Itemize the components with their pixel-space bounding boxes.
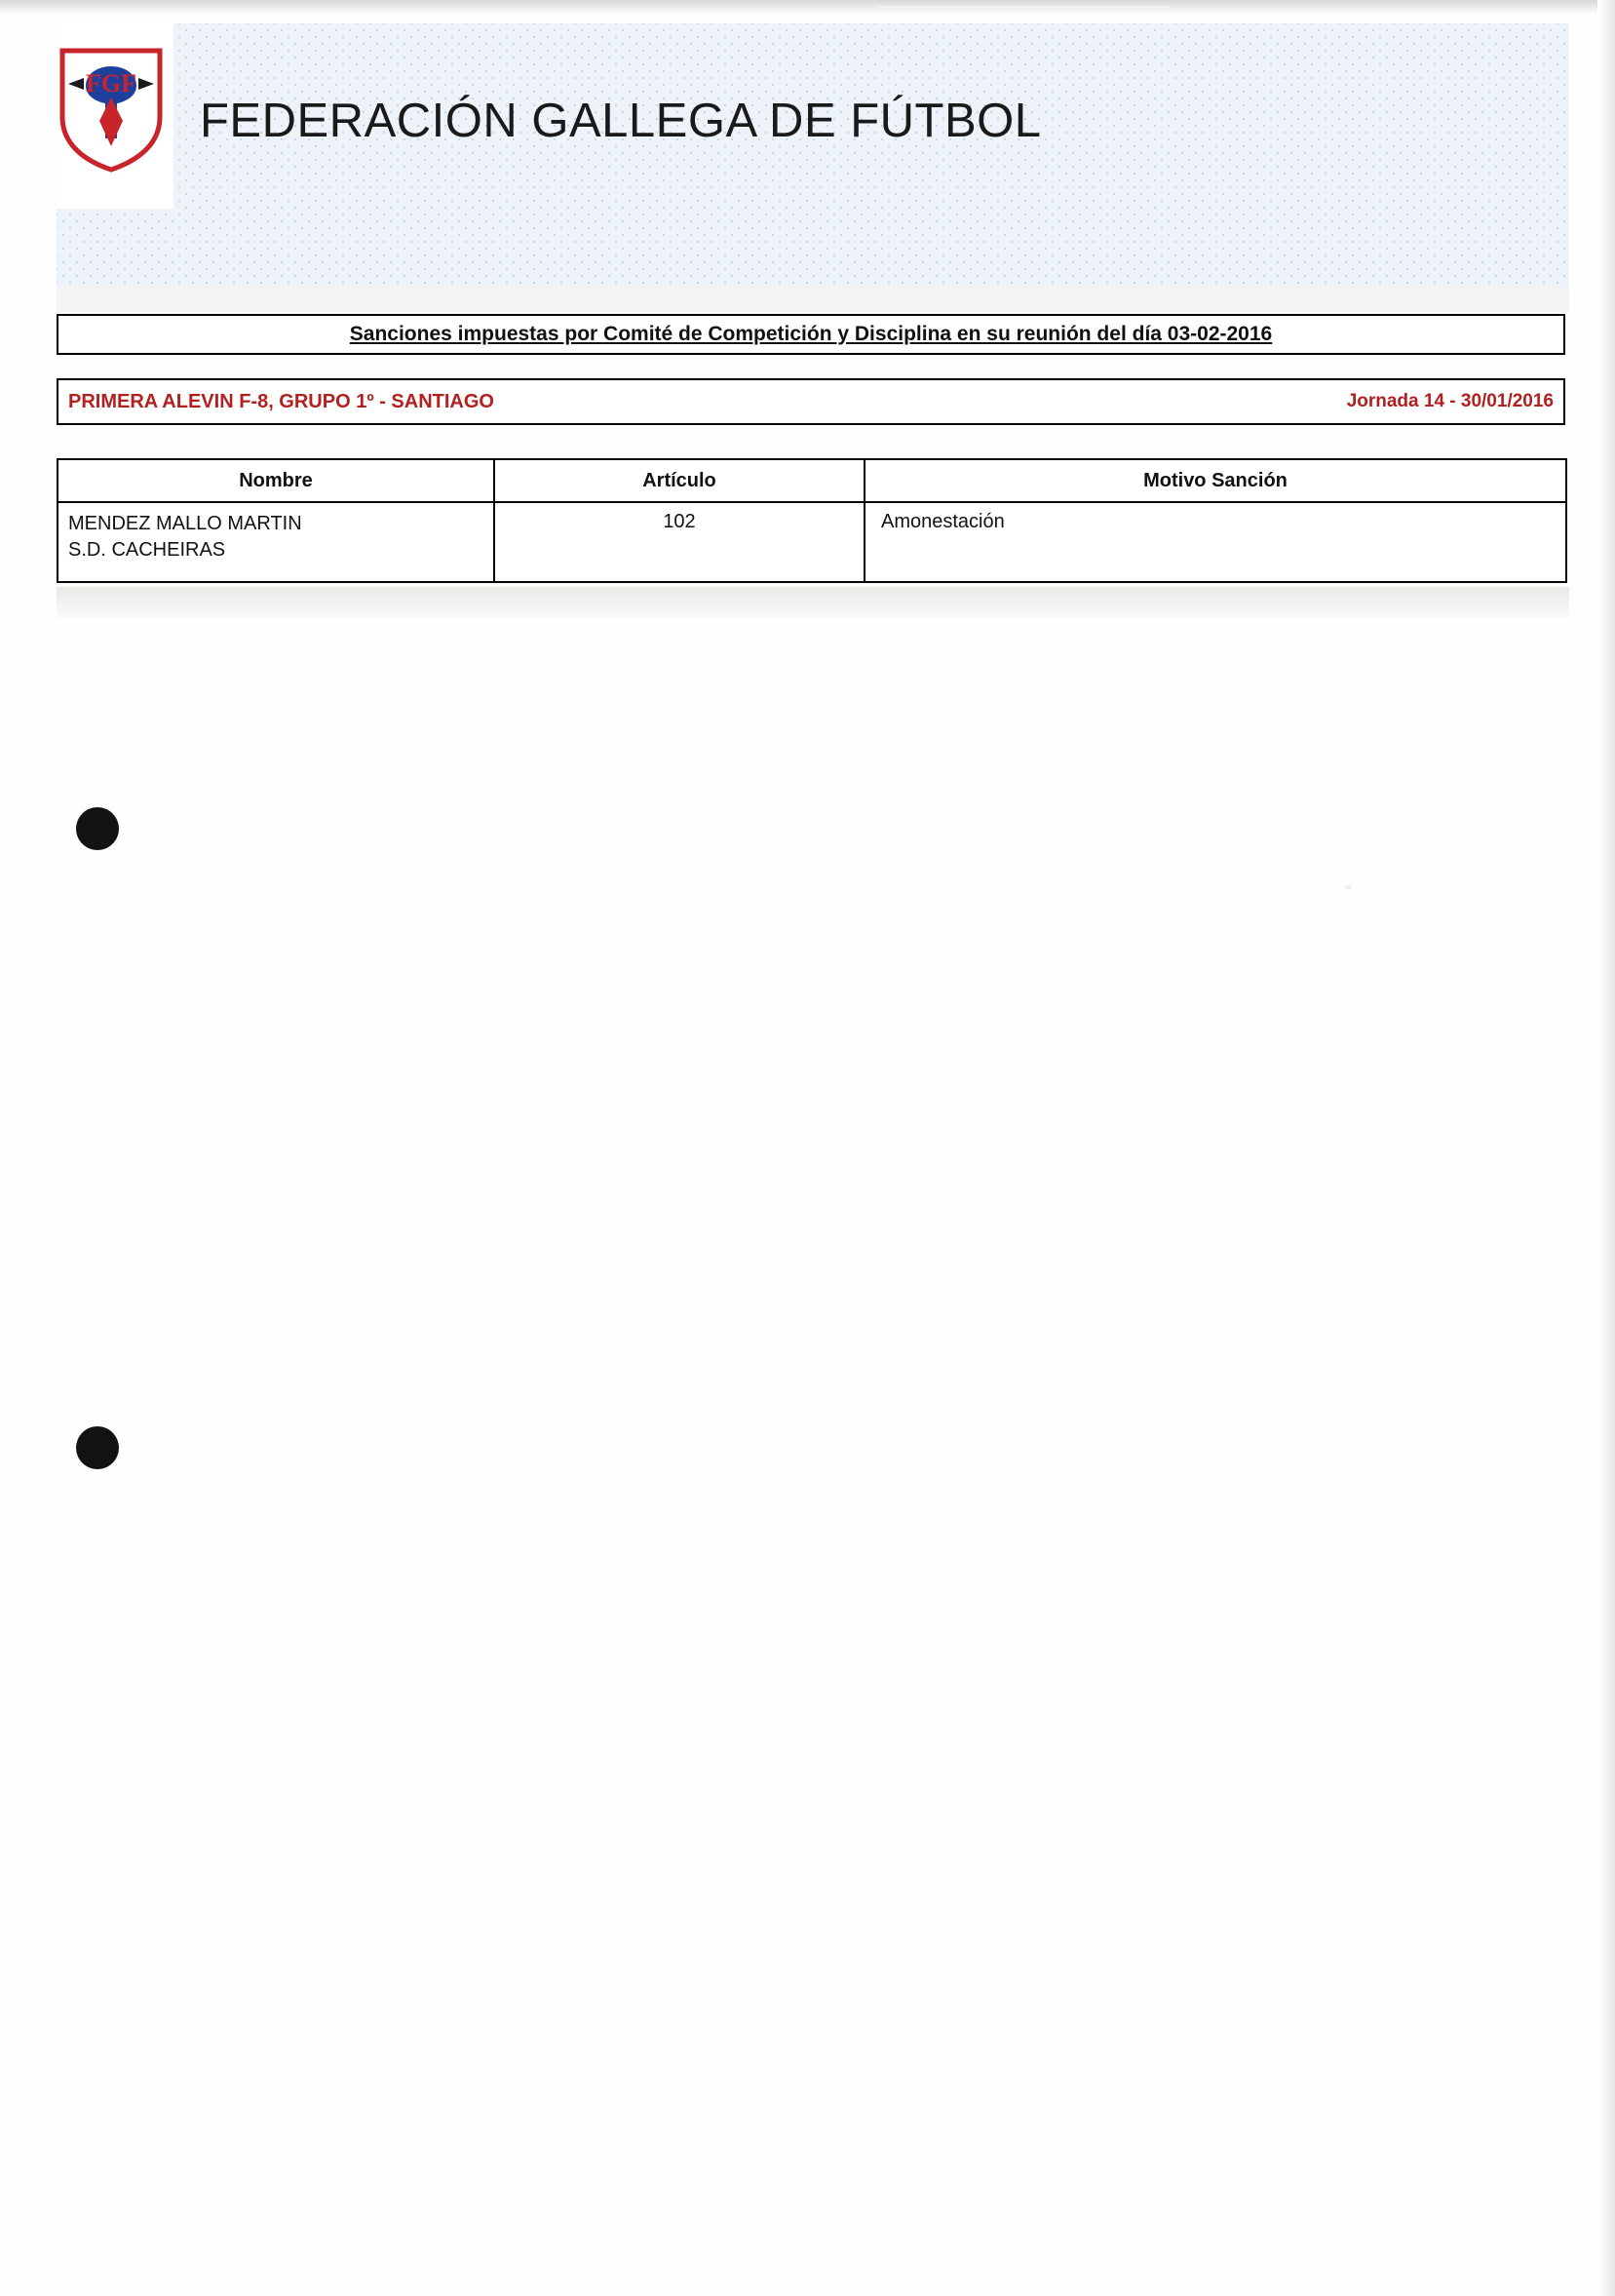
club-name: S.D. CACHEIRAS [68, 539, 226, 561]
competition-box [57, 378, 1565, 425]
header-note-box [57, 314, 1565, 355]
table-header-row [58, 459, 1566, 502]
binder-hole [76, 1426, 119, 1469]
player-name: MENDEZ MALLO MARTIN [68, 513, 302, 534]
scan-speckle [1345, 885, 1351, 889]
cell-articulo: 102 [494, 502, 865, 582]
scan-band [57, 287, 1569, 312]
matchday-label: Jornada 14 - 30/01/2016 [1346, 391, 1554, 411]
header-note-text: Sanciones impuestas por Comité de Competición y Disciplina en su reunión del día 03-02-2016 [349, 323, 1273, 345]
scan-edge-top [0, 0, 1615, 14]
fgf-crest-icon [55, 45, 168, 174]
scan-edge-right [1597, 0, 1615, 2296]
binder-hole [76, 807, 119, 850]
scan-smudge [57, 587, 1569, 618]
column-header-articulo: Artículo [494, 459, 865, 502]
cell-motivo: Amonestación [865, 502, 1566, 582]
page-title: FEDERACIÓN GALLEGA DE FÚTBOL [200, 95, 1042, 147]
sanctions-table [57, 458, 1567, 583]
scan-speckle [877, 6, 1170, 11]
column-header-nombre: Nombre [58, 459, 494, 502]
cell-nombre [58, 502, 494, 582]
competition-name: PRIMERA ALEVIN F-8, GRUPO 1º - SANTIAGO [68, 391, 494, 412]
letterhead-banner [57, 23, 1569, 287]
column-header-motivo: Motivo Sanción [865, 459, 1566, 502]
sanctions-table-wrapper [57, 458, 1565, 583]
table-row [58, 502, 1566, 582]
svg-text:FGF: FGF [86, 69, 136, 97]
